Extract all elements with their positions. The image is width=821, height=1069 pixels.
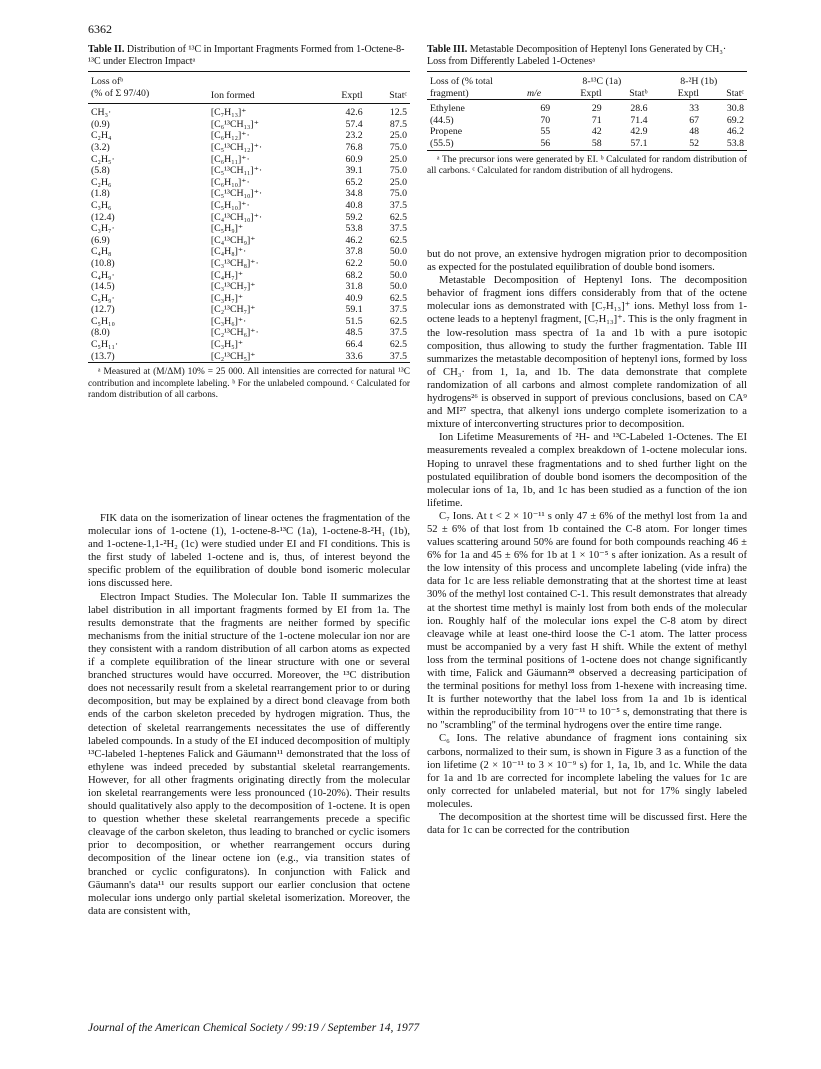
table3-cell-stat-a: 28.6 <box>630 103 648 115</box>
table3-body <box>427 103 747 149</box>
table2-cell-ion: [C₇H₁₃]⁺ <box>210 107 247 119</box>
table2-cell-exptl: 68.2 <box>345 269 363 281</box>
table2-cell-loss: (0.9) <box>91 118 110 130</box>
table2-cell-loss: (6.9) <box>91 234 110 246</box>
table2-cell-loss: C₃H₇· <box>91 223 115 235</box>
table3-cell-stat-b: 30.8 <box>726 103 744 115</box>
table2-row <box>88 177 410 189</box>
table2-cell-exptl: 31.8 <box>345 281 363 293</box>
table2-cell-stat: 50.0 <box>389 246 407 258</box>
table2-caption <box>88 44 410 68</box>
table2-row <box>88 339 410 351</box>
table2-cell-stat: 75.0 <box>389 188 407 200</box>
table3-header-loss: Loss of (% total fragment) <box>430 76 493 99</box>
table2-cell-stat: 62.5 <box>389 292 407 304</box>
table3-cell-stat-b: 46.2 <box>726 126 744 138</box>
table2-row <box>88 351 410 363</box>
table3-group-1b: 8-²H (1b) <box>680 76 718 87</box>
table2-cell-stat: 25.0 <box>389 153 407 165</box>
table2-row <box>88 246 410 258</box>
table2-cell-ion: [C₅H₁₀]⁺· <box>210 199 250 211</box>
table2-cell-exptl: 53.8 <box>345 223 363 235</box>
table2-cell-exptl: 57.4 <box>345 118 363 130</box>
table3-cell-exptl-a: 29 <box>591 103 602 115</box>
table2-cell-exptl: 42.6 <box>345 107 363 119</box>
table3-cell-stat-a: 71.4 <box>630 114 648 126</box>
left-column <box>88 512 410 918</box>
table2-row <box>88 270 410 282</box>
table2-cell-stat: 50.0 <box>389 257 407 269</box>
table3-caption <box>427 44 747 68</box>
table2-cell-loss: (13.7) <box>91 350 115 362</box>
right-paragraph-4: C₇ Ions. At t < 2 × 10⁻¹¹ s only 47 ± 6% of the methyl lost from 1a and 52 ± 6% of that lost from 1b contained the C-8 atom. For longer times values scattering around 50% are found for both compounds reaching 46 ± 6% for 1a and 45 ± 6% for 1b at 1 × 10⁻⁵ s after ionization. As a result of the low intensity of this process and uncomplete labeling (vide infra) the data for 1c are less reliable demonstrating that at the shortest time at least 30% of the methyl lost contained C-1. This result demonstrates that already at the shortest time methyl is mainly lost from both ends of the molecular ion. Roughly half of the molecular ions expel the C-8 atom by direct cleavage while at least one-third loose the C-1 atom. The latter process must be accompanied by a very fast H shift. While the extent of methyl loss from the terminal positions of 1-octene does not change significantly with time, Falick and Gäumann²⁸ observed a decreasing participation of the terminal positions for methyl loss from 1-hexene with increasing time. It is further noteworthy that the label loss from 1a and 1b is identical within the reproducibility from 10⁻¹¹ to 10⁻⁵ s, demonstrating that there is no "scrambling" of the terminal hydrogens over the entire time range. <box>427 510 747 732</box>
table2-header-pct: (% of Σ 97/40) <box>91 87 150 99</box>
table2-cell-ion: [C₂¹³CH₅]⁺ <box>210 350 256 362</box>
right-paragraph-1: but do not prove, an extensive hydrogen migration prior to decomposition as expected for the postulated equilibration of double bond isomers. <box>427 249 747 274</box>
table3-cell-stat-a: 57.1 <box>630 137 648 149</box>
table2-cell-stat: 62.5 <box>389 234 407 246</box>
table2-cell-stat: 37.5 <box>389 223 407 235</box>
table2-cell-ion: [C₄¹³CH₉]⁺ <box>210 234 256 246</box>
left-paragraph-1: FIK data on the isomerization of linear octenes the fragmentation of the molecular ions of 1-octene (1), 1-octene-8-¹³C (1a), 1-octene-8-²H₁ (1b), and 1-octene-1,1-²H₂ (1c) were studied under EI and FI conditions. This is the first study of labeled 1-octene and is, thus, of interest beyond the specific problem of the equilibration of double bond isomeric molecular ions discussed here. <box>88 513 410 590</box>
table2-cell-ion: [C₃H₇]⁺ <box>210 292 244 304</box>
table2-cell-exptl: 59.1 <box>345 304 363 316</box>
right-paragraph-3: Ion Lifetime Measurements of ²H- and ¹³C-Labeled 1-Octenes. The EI measurements revealed a complex breakdown of 1-octene molecular ions. Hoping to unravel these fragmentations and to shed further light on the postulated equilibration of double bond isomers the decomposition of the molecular ions of 1a, 1b, and 1c has been studied as a function of the ion lifetime. <box>427 432 747 509</box>
table2-cell-stat: 50.0 <box>389 281 407 293</box>
table2-row <box>88 258 410 270</box>
table2-cell-stat: 37.5 <box>389 199 407 211</box>
table2-row <box>88 165 410 177</box>
page-number: 6362 <box>88 22 112 36</box>
table2-row <box>88 223 410 235</box>
table3-header-exptl-a: Exptl <box>580 87 602 99</box>
table2-cell-stat: 75.0 <box>389 141 407 153</box>
table2-cell-ion: [C₃H₆]⁺· <box>210 315 247 327</box>
table2-cell-exptl: 39.1 <box>345 165 363 177</box>
table2-cell-loss: CH₃· <box>91 107 112 119</box>
table3-cell-exptl-b: 52 <box>689 137 700 149</box>
table2-cell-ion: [C₃¹³CH₇]⁺ <box>210 281 256 293</box>
table3-header-exptl-b: Exptl <box>677 87 700 99</box>
table2-row <box>88 316 410 328</box>
table2-cell-ion: [C₆H₁₀]⁺· <box>210 176 250 188</box>
table2-cell-ion: [C₅¹³CH₁₁]⁺· <box>210 165 263 177</box>
table2-cell-exptl: 66.4 <box>345 339 363 351</box>
table3-cell-exptl-a: 58 <box>591 137 602 149</box>
table2-cell-loss: (5.8) <box>91 165 110 177</box>
table2-cell-stat: 25.0 <box>389 176 407 188</box>
table2-header-loss: Loss ofᵇ <box>91 76 124 87</box>
table2-cell-stat: 37.5 <box>389 304 407 316</box>
table2 <box>88 71 410 401</box>
right-column <box>427 248 747 837</box>
table2-cell-loss: C₅H₁₀ <box>91 315 115 327</box>
table2-cell-loss: C₅H₁₁· <box>91 339 119 351</box>
table2-cell-stat: 50.0 <box>389 269 407 281</box>
table2-header-stat: Statᶜ <box>389 89 407 101</box>
table2-cell-exptl: 65.2 <box>345 176 363 188</box>
table2-cell-exptl: 23.2 <box>345 130 363 142</box>
table2-cell-stat: 62.5 <box>389 315 407 327</box>
table2-cell-ion: [C₄H₇]⁺ <box>210 269 244 281</box>
table2-cell-ion: [C₅H₉]⁺ <box>210 223 244 235</box>
table3-cell-stat-b: 69.2 <box>726 114 744 126</box>
table2-cell-loss: (3.2) <box>91 141 110 153</box>
table2-row <box>88 154 410 166</box>
table2-cell-exptl: 40.8 <box>345 199 363 211</box>
table3-grid <box>427 71 747 150</box>
table2-cell-loss: (10.8) <box>91 257 115 269</box>
table2-footnote: ᵃ Measured at (M/ΔM) 10% = 25 000. All intensities are corrected for natural ¹³C contribution and incomplete labeling. ᵇ For the unlabeled compound. ᶜ Calculated for random distribution of all carbons. <box>88 367 410 401</box>
table3-cell-loss: Propene <box>430 126 463 138</box>
left-paragraph-2: Electron Impact Studies. The Molecular Ion. Table II summarizes the label distribution in all important fragments formed by EI from 1a. The results demonstrate that the fragments are neither formed by specific mechanisms from the initial structure of the 1-octene molecular ion nor are they consistent with a random distribution of all carbon atoms as expected if a complete equilibration of the linear structure with one or several branched structures would have occurred. Moreover, the ¹³C distribution does not necessarily result from a skeletal rearrangement prior to or during decomposition, but may be explained by a direct bond cleavage from both ends of the carbon skeleton preceded by hydrogen migration. Thus, the detection of skeletal rearrangements necessitates the use of differently labeled compounds. In a study of the EI induced decomposition of multiply ¹³C-labeled 1-heptenes Falick and Gäumann¹¹ demonstrated that the loss of ethylene was indeed preceded by substantial skeletal rearrangements. However, for all other fragments originating directly from the molecular ion skeletal rearrangements were less pronounced (10-20%). Their results should qualitatively also apply to the decomposition of 1-octene. It is open to question whether these skeletal rearrangements precede a specific cleavage of the carbon skeleton, thus leading to branched or cyclic isomers prior to decomposition, or whether rearrangement occurs during decomposition of the linear octene ion (e.g., via transition states of branched or cyclic configuratons). In conjunction with Falick and Gäumann's data¹¹ our results support our earlier conclusion that octene molecular ions undergo only partial skeletal isomerization. Moreover, the data are consistent with, <box>88 591 410 917</box>
table3-cell-loss: Ethylene <box>430 103 465 115</box>
table3-cell-stat-b: 53.8 <box>726 137 744 149</box>
table3-cell-me: 70 <box>540 114 551 126</box>
table3-cell-exptl-a: 71 <box>591 114 602 126</box>
table2-cell-exptl: 76.8 <box>345 141 363 153</box>
table2-cell-stat: 37.5 <box>389 350 407 362</box>
table2-cell-stat: 75.0 <box>389 165 407 177</box>
table2-cell-loss: (14.5) <box>91 281 115 293</box>
table2-cell-ion: [C₄H₈]⁺· <box>210 246 247 258</box>
table2-cell-ion: [C₆H₁₂]⁺· <box>210 130 250 142</box>
table2-cell-loss: C₂H₄ <box>91 130 112 142</box>
table3-header-stat-a: Statᵇ <box>629 87 648 99</box>
table2-cell-loss: C₂H₆ <box>91 176 112 188</box>
table3-cell-loss: (55.5) <box>430 137 454 149</box>
table2-cell-ion: [C₅¹³CH₁₀]⁺· <box>210 188 263 200</box>
table2-cell-loss: C₂H₅· <box>91 153 115 165</box>
table2-cell-ion: [C₂¹³CH₇]⁺ <box>210 304 256 316</box>
table2-cell-exptl: 34.8 <box>345 188 363 200</box>
table2-cell-stat: 62.5 <box>389 339 407 351</box>
table2-cell-loss: C₄H₉· <box>91 269 115 281</box>
table2-cell-loss: (12.7) <box>91 304 115 316</box>
journal-footer: Journal of the American Chemical Society / 99:19 / September 14, 1977 <box>88 1022 420 1034</box>
table2-cell-ion: [C₆H₁₁]⁺· <box>210 153 250 165</box>
table2-header-exptl: Exptl <box>341 89 363 101</box>
table2-cell-exptl: 46.2 <box>345 234 363 246</box>
table3-header-me: m/e <box>526 87 542 99</box>
table2-grid <box>88 71 410 362</box>
table2-row <box>88 142 410 154</box>
table2-cell-stat: 87.5 <box>389 118 407 130</box>
table3-header-stat-b: Statᶜ <box>726 87 744 99</box>
table3-cell-me: 56 <box>540 137 551 149</box>
table2-row <box>88 188 410 200</box>
table2-cell-stat: 62.5 <box>389 211 407 223</box>
table3 <box>427 71 747 177</box>
table3-row <box>427 126 747 138</box>
table2-cell-ion: [C₆¹³CH₁₃]⁺ <box>210 118 259 130</box>
table3-cell-stat-a: 42.9 <box>630 126 648 138</box>
table2-cell-exptl: 51.5 <box>345 315 363 327</box>
table3-bottom-rule <box>427 150 747 151</box>
table2-header-ion: Ion formed <box>210 89 255 101</box>
table2-row <box>88 107 410 119</box>
table2-row <box>88 212 410 224</box>
table2-cell-exptl: 60.9 <box>345 153 363 165</box>
table3-caption-text: Metastable Decomposition of Heptenyl Ions Generated by CH₃· Loss from Differently Labeled 1-Octenesᵃ <box>427 44 727 67</box>
table3-row <box>427 138 747 150</box>
table2-row <box>88 293 410 305</box>
table2-bottom-rule <box>88 362 410 363</box>
table2-row <box>88 130 410 142</box>
table2-label: Table II. <box>88 44 125 55</box>
table2-caption-text: Distribution of ¹³C in Important Fragments Formed from 1-Octene-8-¹³C under Electron Impactᵃ <box>88 44 405 67</box>
table2-cell-loss: C₄H₈ <box>91 246 112 258</box>
table2-cell-stat: 37.5 <box>389 327 407 339</box>
table2-row <box>88 304 410 316</box>
table3-row <box>427 115 747 127</box>
table2-cell-exptl: 37.8 <box>345 246 363 258</box>
table2-cell-stat: 12.5 <box>389 107 407 119</box>
table2-cell-exptl: 33.6 <box>345 350 363 362</box>
table3-cell-me: 69 <box>540 103 551 115</box>
table3-cell-loss: (44.5) <box>430 114 454 126</box>
table2-row <box>88 119 410 131</box>
table2-cell-loss: (1.8) <box>91 188 110 200</box>
table3-cell-exptl-b: 48 <box>689 126 700 138</box>
right-paragraph-2: Metastable Decomposition of Heptenyl Ions. The decomposition behavior of fragment ions differs considerably from that of the octene molecular ions as demonstrated with [C₇H₁₃]⁺ ions. Methyl loss from 1-octene leads to a heptenyl fragment, [C₇H₁₃]⁺. This is the only fragment in the low-resolution mass spectra of 1a and 1b with a pure isotopic composition, thus allowing to study the further fragmentation. Table III summarizes the metastable decomposition of heptenyl ions, formed by loss of CH₃· from 1, 1a, and 1b. The data demonstrate that complete randomization of all carbons and almost complete randomization of all hydrogens²⁶ is observed in support of previous conclusions, based on CA⁹ and MI²⁷ spectra, that alkenyl ions undergo complete isomerization to a mixture of interconverting structures prior to decomposition. <box>427 275 747 431</box>
table2-cell-exptl: 59.2 <box>345 211 363 223</box>
table2-cell-exptl: 48.5 <box>345 327 363 339</box>
table3-label: Table III. <box>427 44 468 55</box>
table3-cell-exptl-b: 33 <box>689 103 700 115</box>
table3-cell-exptl-a: 42 <box>591 126 602 138</box>
table2-row <box>88 327 410 339</box>
table3-row <box>427 103 747 115</box>
table2-cell-ion: [C₄¹³CH₁₀]⁺· <box>210 211 263 223</box>
table2-cell-loss: C₅H₉· <box>91 292 115 304</box>
right-paragraph-5: C₆ Ions. The relative abundance of fragment ions containing six carbons, normalized to their sum, is shown in Figure 3 as a function of the ion lifetime (2 × 10⁻¹¹ to 3 × 10⁻⁹ s) for 1, 1a, 1b, and 1c. While the data for 1a and 1b are corrected for incomplete labeling the values for 1c are only corrected for unlabeled material, but not for 17% singly labeled molecules. <box>427 733 747 810</box>
table2-cell-ion: [C₃H₅]⁺ <box>210 339 244 351</box>
table2-cell-ion: [C₃¹³CH₈]⁺· <box>210 257 259 269</box>
table2-cell-stat: 25.0 <box>389 130 407 142</box>
right-paragraph-6: The decomposition at the shortest time will be discussed first. Here the data for 1c can be corrected for the contribution <box>427 812 747 837</box>
table2-cell-ion: [C₂¹³CH₆]⁺· <box>210 327 259 339</box>
table3-footnote: ᵃ The precursor ions were generated by EI. ᵇ Calculated for random distribution of all carbons. ᶜ Calculated for random distribution of all hydrogens. <box>427 154 747 176</box>
table2-row <box>88 235 410 247</box>
table2-cell-exptl: 40.9 <box>345 292 363 304</box>
table2-cell-loss: (8.0) <box>91 327 110 339</box>
table2-cell-loss: (12.4) <box>91 211 115 223</box>
table2-cell-exptl: 62.2 <box>345 257 363 269</box>
table2-body <box>88 107 410 362</box>
table2-cell-loss: C₃H₆ <box>91 199 112 211</box>
table3-group-1a: 8-¹³C (1a) <box>582 76 622 87</box>
table2-cell-ion: [C₅¹³CH₁₂]⁺· <box>210 141 263 153</box>
table3-cell-me: 55 <box>540 126 551 138</box>
table3-cell-exptl-b: 67 <box>689 114 700 126</box>
table2-row <box>88 281 410 293</box>
table2-row <box>88 200 410 212</box>
